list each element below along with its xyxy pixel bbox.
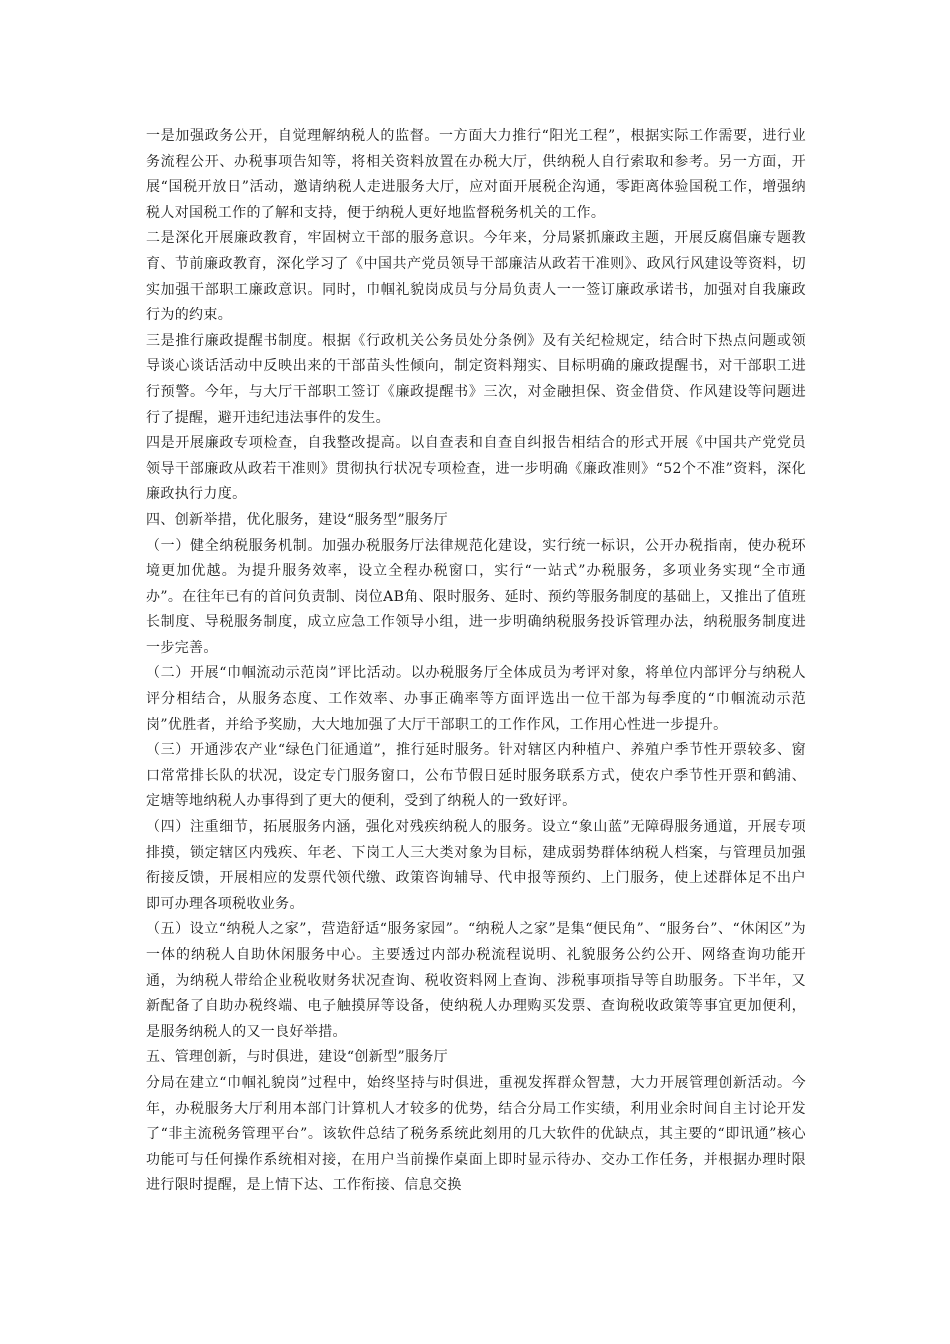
paragraph-supervision: 一是加强政务公开，自觉理解纳税人的监督。一方面大力推行“阳光工程”，根据实际工作需要，进行业务流程公开、办税事项告知等，将相关资料放置在办税大厅，供纳税人自行索取和参考。另一方面，开展“国税开放日”活动，邀请纳税人走进服务大厅，应对面开展税企沟通，零距离体验国税工作，增强纳税人对国税工作的了解和支持，便于纳税人更好地监督税务机关的工作。 bbox=[146, 128, 806, 221]
document-body bbox=[146, 124, 806, 1199]
section-heading-innovation: 五、管理创新，与时俱进，建设“创新型”服务厅 bbox=[146, 1049, 449, 1066]
paragraph-service-mechanism: （一）健全纳税服务机制。加强办税服务厅法律规范化建设，实行统一标识，公开办税指南，使办税环境更加优越。为提升服务效率，设立全程办税窗口，实行“一站式”办税服务，多项业务实现“全市通办”。在往年已有的首问负责制、岗位AB角、限时服务、延时、预约等服务制度的基础上，又推出了值班长制度、导税服务制度，成立应急工作领导小组，进一步明确纳税服务投诉管理办法，纳税服务制度进一步完善。 bbox=[146, 537, 807, 656]
paragraph-model-post-contest: （二）开展“巾帼流动示范岗”评比活动。以办税服务厅全体成员为考评对象，将单位内部评分与纳税人评分相结合，从服务态度、工作效率、办事正确率等方面评选出一位干部为每季度的“巾帼流动示范岗”优胜者，并给予奖励，大大地加强了大厅干部职工的工作作风，工作用心性进一步提升。 bbox=[146, 665, 806, 733]
section-heading-service-hall: 四、创新举措，优化服务，建设“服务型”服务厅 bbox=[146, 511, 449, 528]
paragraph-integrity-education: 二是深化开展廉政教育，牢固树立干部的服务意识。今年来，分局紧抓廉政主题，开展反腐倡廉专题教育、节前廉政教育，深化学习了《中国共产党员领导干部廉洁从政若干准则》、政风行风建设等资料，切实加强干部职工廉政意识。同时，巾帼礼貌岗成员与分局负责人一一签订廉政承诺书，加强对自我廉政行为的约束。 bbox=[146, 230, 806, 324]
paragraph-green-channel: （三）开通涉农产业“绿色门征通道”，推行延时服务。针对辖区内种植户、养殖户季节性开票较多、窗口常常排长队的状况，设定专门服务窗口，公布节假日延时服务联系方式，使农户季节性开票和鹤浦、定塘等地纳税人办事得到了更大的便利，受到了纳税人的一致好评。 bbox=[146, 742, 806, 810]
paragraph-management-innovation: 分局在建立“巾帼礼貌岗”过程中，始终坚持与时俱进，重视发挥群众智慧，大力开展管理创新活动。今年，办税服务大厅利用本部门计算机人才较多的优势，结合分局工作实绩，利用业余时间自主讨论开发了“非主流税务管理平台”。该软件总结了税务系统此刻用的几大软件的优缺点，其主要的“即讯通”核心功能可与任何操作系统相对接，在用户当前操作桌面上即时显示待办、交办工作任务，并根据办理时限进行限时提醒，是上情下达、工作衔接、信息交换 bbox=[146, 1074, 806, 1194]
paragraph-reminder-system: 三是推行廉政提醒书制度。根据《行政机关公务员处分条例》及有关纪检规定，结合时下热点问题或领导谈心谈话活动中反映出来的干部苗头性倾向，制定资料翔实、目标明确的廉政提醒书，对干部职工进行预警。今年，与大厅干部职工签订《廉政提醒书》三次，对金融担保、资金借贷、作风建设等问题进行了提醒，避开违纪违法事件的发生。 bbox=[146, 332, 806, 426]
paragraph-special-inspection: 四是开展廉政专项检查，自我整改提高。以自查表和自查自纠报告相结合的形式开展《中国共产党党员领导干部廉政从政若干准则》贯彻执行状况专项检查，进一步明确《廉政准则》“52个不准”资料，深化廉政执行力度。 bbox=[146, 435, 806, 503]
paragraph-disabled-service: （四）注重细节，拓展服务内涵，强化对残疾纳税人的服务。设立“象山蓝”无障碍服务通道，开展专项排摸，锁定辖区内残疾、年老、下岗工人三大类对象为目标，建成弱势群体纳税人档案，与管理员加强衔接反馈，开展相应的发票代领代缴、政策咨询辅导、代申报等预约、上门服务，使上述群体足不出户即可办理各项税收业务。 bbox=[146, 819, 806, 912]
paragraph-taxpayer-home: （五）设立“纳税人之家”，营造舒适“服务家园”。“纳税人之家”是集“便民角”、“服务台”、“休闲区”为一体的纳税人自助休闲服务中心。主要透过内部办税流程说明、礼貌服务公约公开、网络查询功能开通，为纳税人带给企业税收财务状况查询、税收资料网上查询、涉税事项指导等自助服务。下半年，又新配备了自助办税终端、电子触摸屏等设备，使纳税人办理购买发票、查询税收政策等事宜更加便利，是服务纳税人的又一良好举措。 bbox=[146, 921, 806, 1040]
